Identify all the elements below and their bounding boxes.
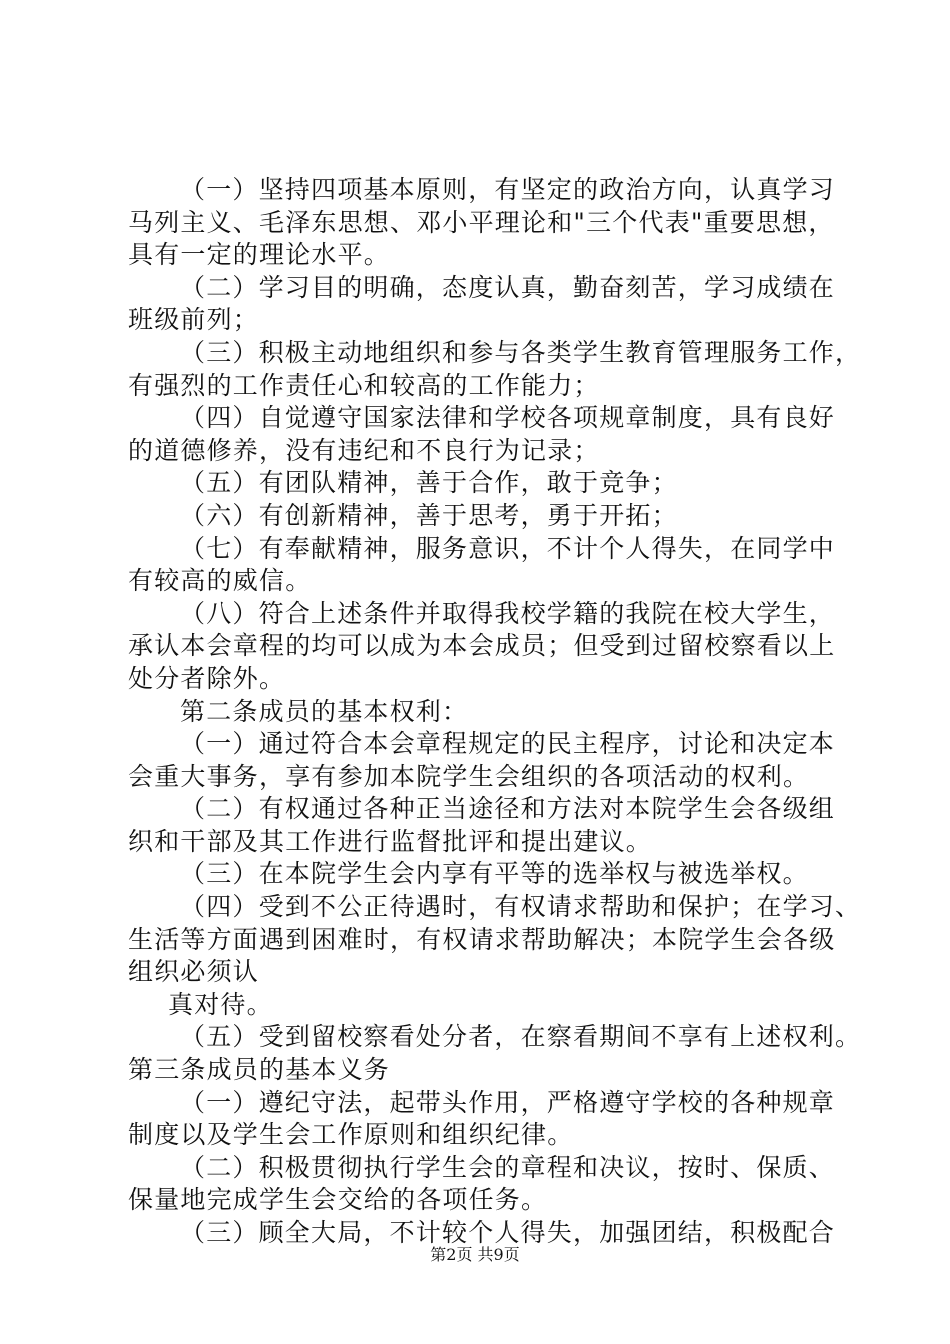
text-line: 马列主义、毛泽东思想、邓小平理论和"三个代表"重要思想， [128,207,835,237]
text-line: （八）符合上述条件并取得我校学籍的我院在校大学生， [180,598,836,628]
text-line: 班级前列； [128,305,260,335]
document-body [128,174,862,1250]
text-line: 织和干部及其工作进行监督批评和提出建议。 [128,826,653,856]
text-line: 会重大事务，享有参加本院学生会组织的各项活动的权利。 [128,761,810,791]
text-line: （一）遵纪守法，起带头作用，严格遵守学校的各种规章 [180,1087,836,1117]
text-line: 生活等方面遇到困难时，有权请求帮助解决；本院学生会各级 [128,924,836,954]
text-line: 承认本会章程的均可以成为本会成员；但受到过留校察看以上 [128,631,836,661]
text-line: 的道德修养，没有违纪和不良行为记录； [128,435,600,465]
text-line: （四）受到不公正待遇时，有权请求帮助和保护；在学习、 [180,892,862,922]
text-line: （三）积极主动地组织和参与各类学生教育管理服务工作， [180,337,862,367]
text-line: （二）有权通过各种正当途径和方法对本院学生会各级组 [180,794,836,824]
text-line: （七）有奉献精神，服务意识，不计个人得失，在同学中 [180,533,836,563]
text-line: （四）自觉遵守国家法律和学校各项规章制度，具有良好 [180,403,836,433]
page-footer: 第2页 共9页 [430,1245,520,1264]
text-line: 有较高的威信。 [128,566,312,596]
text-line: （二）积极贯彻执行学生会的章程和决议，按时、保质、 [180,1152,836,1182]
text-line: 有强烈的工作责任心和较高的工作能力； [128,370,600,400]
text-line: 组织必须认 [128,957,260,987]
text-line: （一）坚持四项基本原则，有坚定的政治方向，认真学习 [180,175,836,204]
section-heading: 第三条成员的基本义务 [128,1055,391,1085]
text-line: 制度以及学生会工作原则和组织纪律。 [128,1120,574,1150]
text-line: 具有一定的理论水平。 [128,240,391,270]
text-line: （三）在本院学生会内享有平等的选举权与被选举权。 [180,859,809,889]
text-line: （五）受到留校察看处分者，在察看期间不享有上述权利。 [180,1022,862,1052]
text-line: （六）有创新精神，善于思考，勇于开拓； [180,500,678,530]
section-heading: 第二条成员的基本权利： [180,696,469,726]
text-line: （三）顾全大局，不计较个人得失，加强团结，积极配合 [180,1218,836,1247]
text-line: （一）通过符合本会章程规定的民主程序，讨论和决定本 [180,729,836,759]
text-line: 保量地完成学生会交给的各项任务。 [128,1185,548,1215]
text-line: 处分者除外。 [128,663,286,693]
text-line: 真对待。 [168,989,273,1019]
text-line: （二）学习目的明确，态度认真，勤奋刻苦，学习成绩在 [180,272,836,302]
text-line: （五）有团队精神，善于合作，敢于竞争； [180,468,678,498]
